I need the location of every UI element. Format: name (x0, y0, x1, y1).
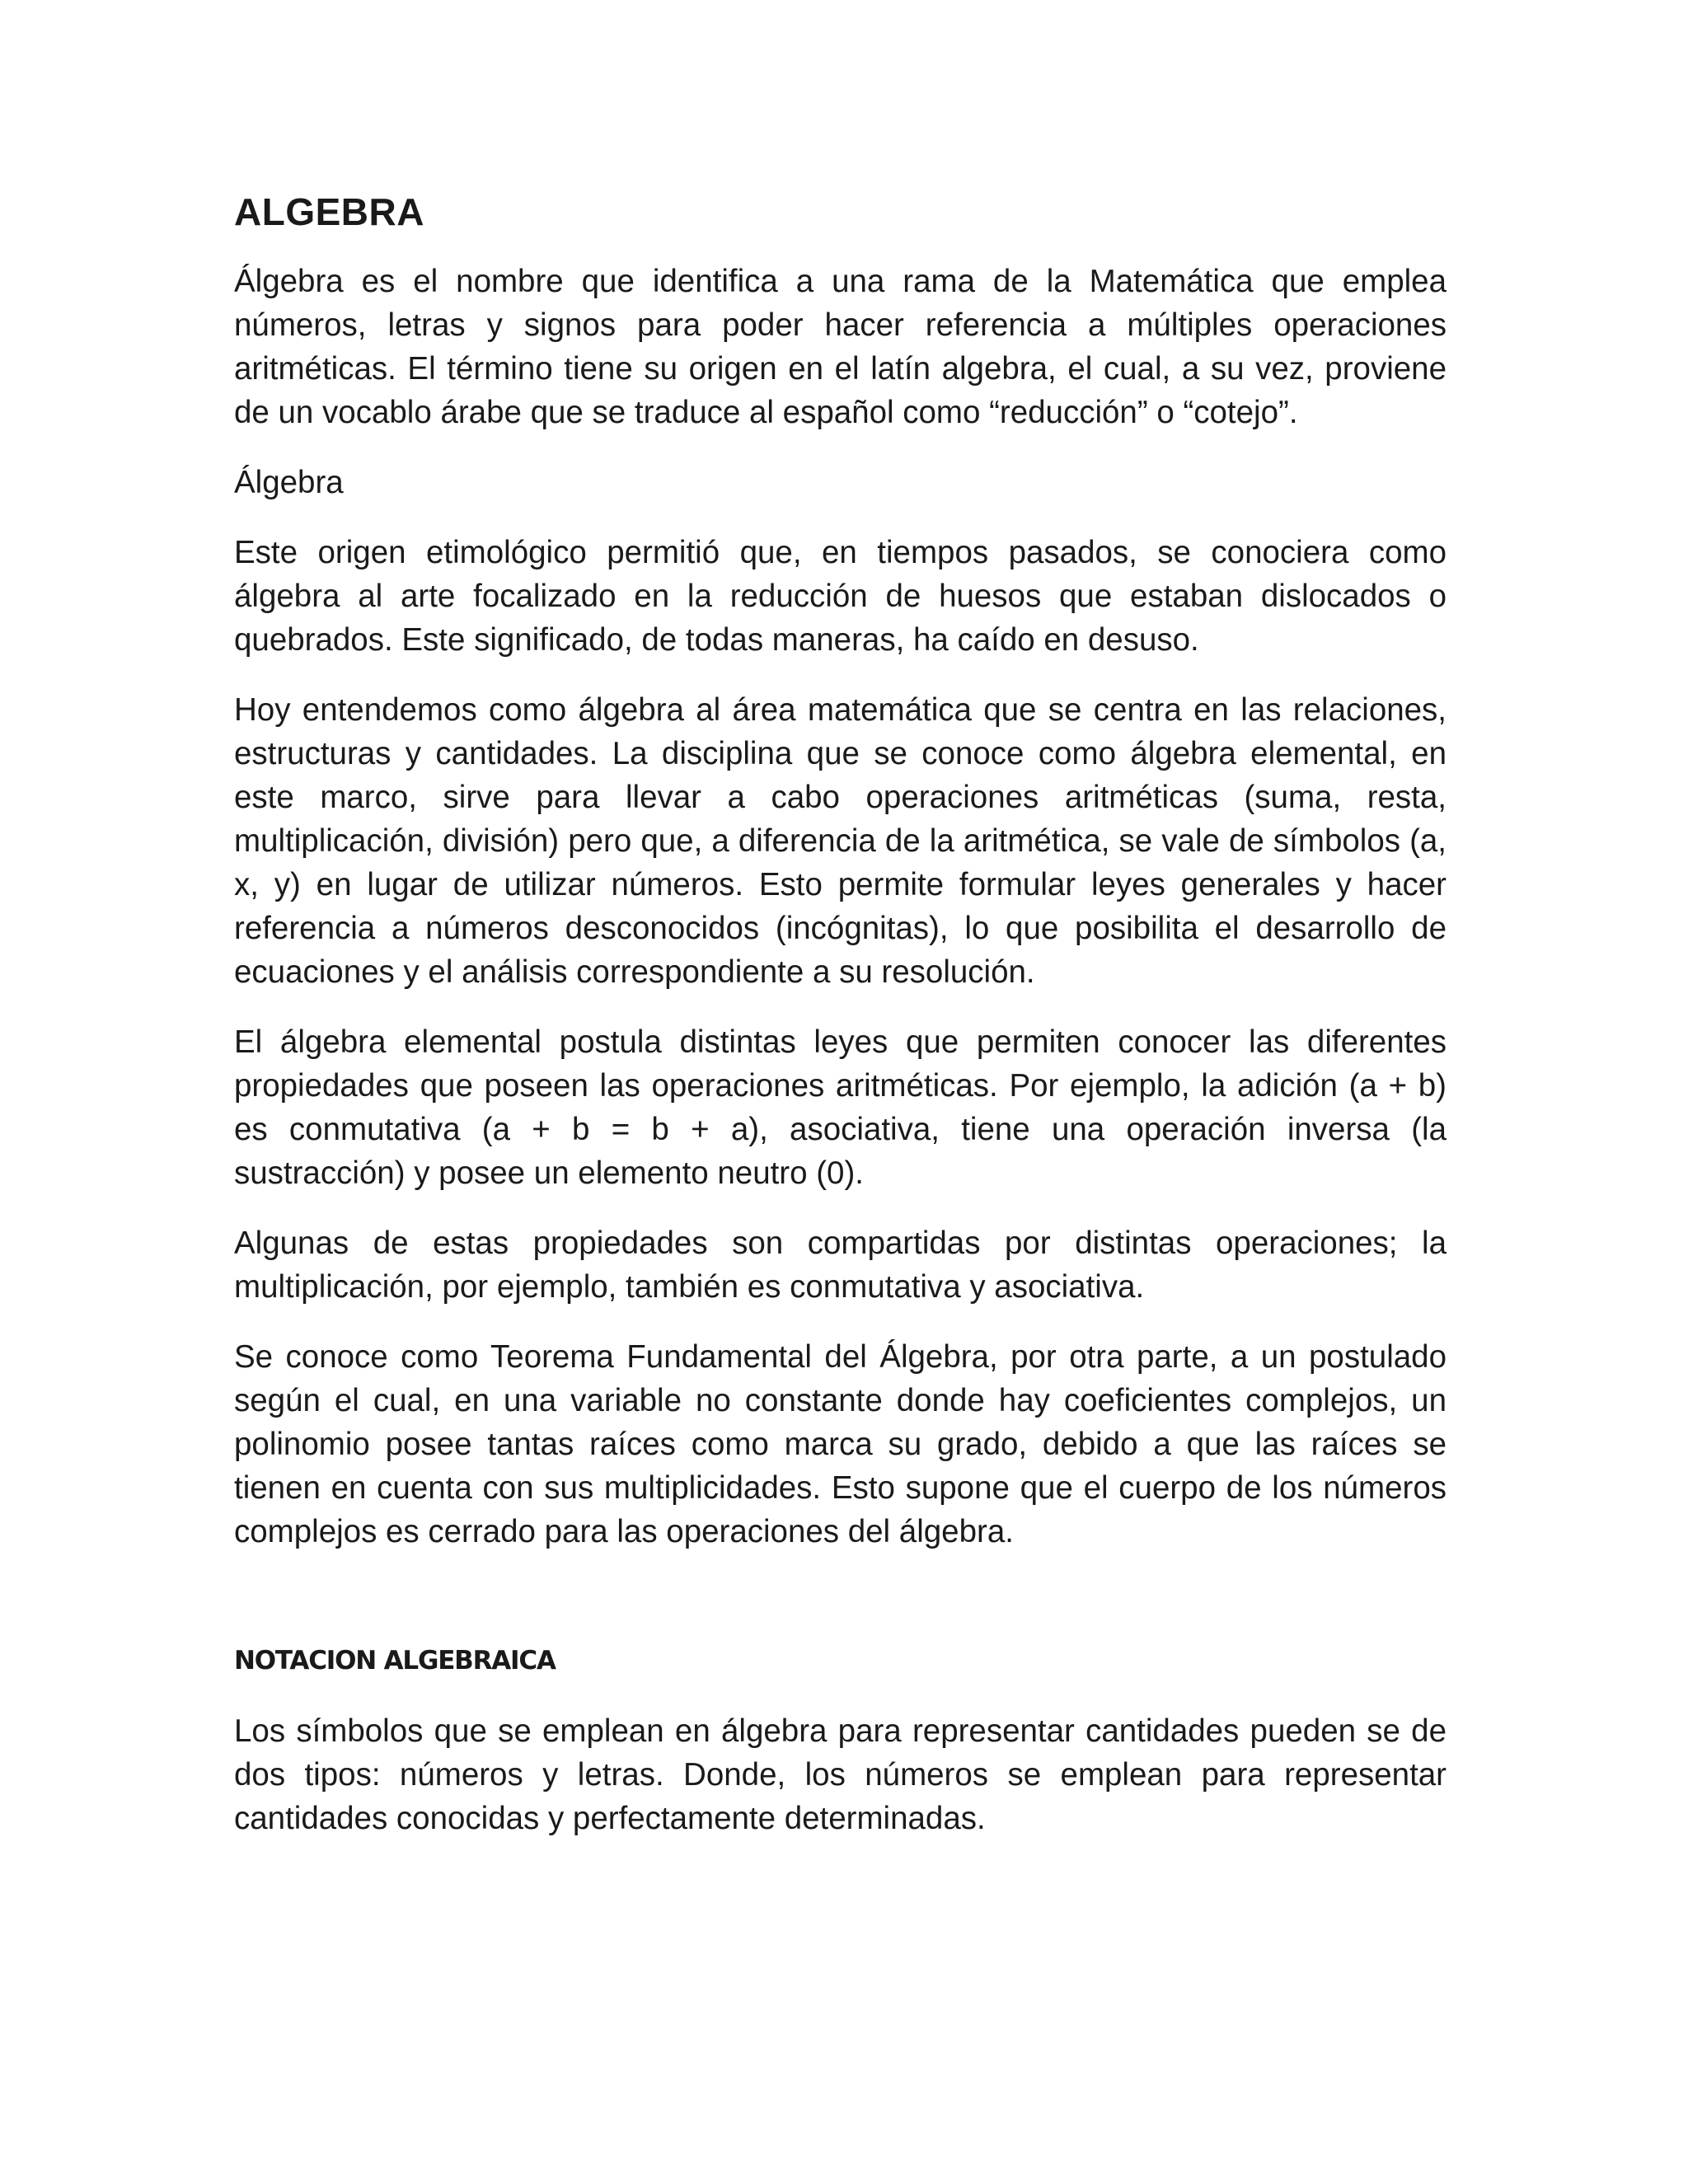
paragraph-notation: Los símbolos que se emplean en álgebra para representar cantidades pueden se de dos tipos: números y letras. Donde, los números se emplean para representar cantidades conocidas y perfectamente determinadas. (234, 1713, 1447, 1837)
document-title: ALGEBRA (234, 190, 424, 233)
paragraph-shared-properties: Algunas de estas propiedades son compartidas por distintas operaciones; la multiplicación, por ejemplo, también es conmutativa y asociativa. (234, 1226, 1447, 1305)
document-body (234, 190, 1447, 1867)
paragraph-elementary-laws: El álgebra elemental postula distintas leyes que permiten conocer las diferentes propiedades que poseen las operaciones aritméticas. Por ejemplo, la adición (a + b) es conmutativa (a + b = b + a), asociativa, tiene una operación inversa (la sustracción) y posee un elemento neutro (0). (234, 1024, 1447, 1192)
paragraph-intro: Álgebra es el nombre que identifica a una rama de la Matemática que emplea números, letras y signos para poder hacer referencia a múltiples operaciones aritméticas. El término tiene su origen en el latín algebra, el cual, a su vez, proviene de un vocablo árabe que se traduce al español como “reducción” o “cotejo”. (234, 264, 1447, 431)
section-heading: NOTACION ALGEBRAICA (234, 1646, 556, 1676)
paragraph-fundamental-theorem: Se conoce como Teorema Fundamental del Álgebra, por otra parte, a un postulado según el cual, en una variable no constante donde hay coeficientes complejos, un polinomio posee tantas raíces como marca su grado, debido a que las raíces se tienen en cuenta con sus multiplicidades. Esto supone que el cuerpo de los números complejos es cerrado para las operaciones del álgebra. (234, 1339, 1447, 1550)
paragraph-algebra-label: Álgebra (234, 465, 344, 501)
paragraph-etymology: Este origen etimológico permitió que, en tiempos pasados, se conociera como álgebra al arte focalizado en la reducción de huesos que estaban dislocados o quebrados. Este significado, de todas maneras, ha caído en desuso. (234, 535, 1447, 658)
paragraph-modern-definition: Hoy entendemos como álgebra al área matemática que se centra en las relaciones, estructuras y cantidades. La disciplina que se conoce como álgebra elemental, en este marco, sirve para llevar a cabo operaciones aritméticas (suma, resta, multiplicación, división) pero que, a diferencia de la aritmética, se vale de símbolos (a, x, y) en lugar de utilizar números. Esto permite formular leyes generales y hacer referencia a números desconocidos (incógnitas), lo que posibilita el desarrollo de ecuaciones y el análisis correspondiente a su resolución. (234, 692, 1447, 991)
